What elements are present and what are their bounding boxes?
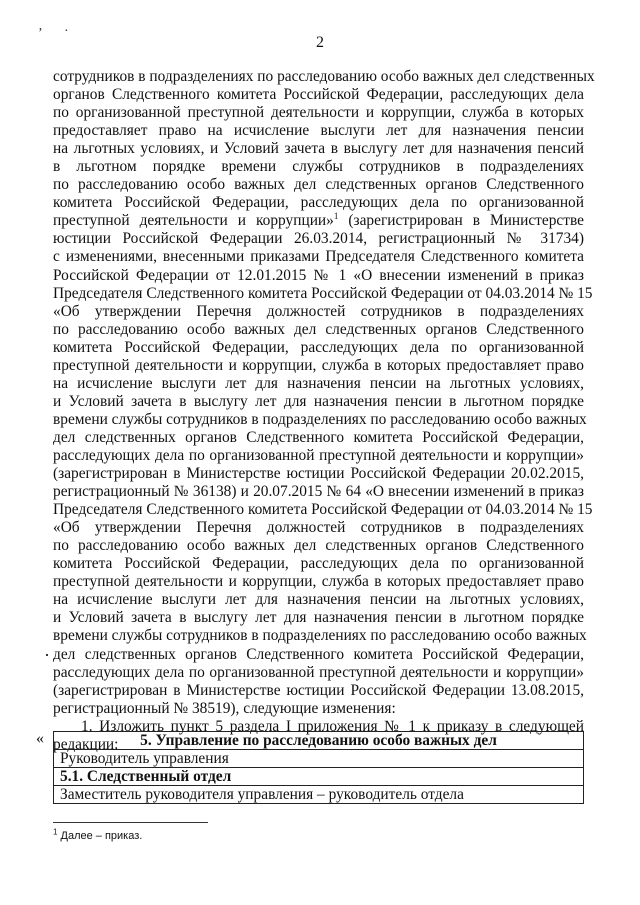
text-line: по организованной преступной деятельности и коррупции, служба в которых	[53, 104, 584, 122]
text-line: Российской Федерации от 12.01.2015 № 1 «О внесении изменений в приказ	[53, 266, 584, 284]
text-line: комитета Российской Федерации, расследующих дела по организованной	[53, 194, 584, 212]
text-line: и Условий зачета в выслугу лет для назначения пенсии в льготном порядке	[53, 609, 584, 627]
text-line: Председателя Следственного комитета Российской Федерации от 04.03.2014 № 15	[53, 284, 593, 302]
table-cell: 5. Управление по расследованию особо важных дел	[54, 732, 584, 750]
text-line: регистрационный № 36138) и 20.07.2015 № 64 «О внесении изменений в приказ	[53, 483, 584, 501]
text-line: (зарегистрирован в Министерстве юстиции Российской Федерации 13.08.2015,	[53, 681, 584, 699]
opening-quote: «	[36, 730, 44, 747]
table-row	[54, 732, 584, 750]
table-cell: Заместитель руководителя управления – руководитель отдела	[54, 786, 584, 804]
text-line: и Условий зачета в выслугу лет для назначения пенсии в льготном порядке	[53, 392, 584, 410]
page-number: 2	[316, 34, 324, 51]
text-line: (зарегистрирован в Министерстве юстиции Российской Федерации 20.02.2015,	[53, 465, 584, 483]
text-segment: преступной деятельности и коррупции»	[53, 212, 334, 230]
text-line: расследующих дела по организованной преступной деятельности и коррупции»	[53, 446, 584, 464]
scan-mark: ·	[44, 645, 50, 665]
text-line: органов Следственного комитета Российской Федерации, расследующих дела	[53, 86, 584, 104]
table-cell: 5.1. Следственный отдел	[54, 768, 584, 786]
footnote-marker: 1	[53, 827, 58, 837]
table-row	[54, 768, 584, 786]
text-line: времени службы сотрудников в подразделениях по расследованию особо важных	[53, 410, 587, 428]
text-line: по расследованию особо важных дел следственных органов Следственного	[53, 320, 584, 338]
text-line: расследующих дела по организованной преступной деятельности и коррупции»	[53, 663, 584, 681]
text-line: «Об утверждении Перечня должностей сотрудников в подразделениях	[53, 302, 584, 320]
text-line: на исчисление выслуги лет для назначения пенсии на льготных условиях,	[53, 591, 584, 609]
text-line	[53, 212, 584, 230]
text-line: 1. Изложить пункт 5 раздела I приложения № 1 к приказу в следующей	[81, 717, 584, 735]
text-line: комитета Российской Федерации, расследующих дела по организованной	[53, 338, 584, 356]
footnote-text: Далее – приказ.	[57, 830, 143, 842]
footnote-divider	[53, 822, 208, 823]
footnote	[53, 827, 143, 842]
text-line: регистрационный № 38519), следующие изменения:	[53, 699, 396, 717]
text-line: с изменениями, внесенными приказами Председателя Следственного комитета	[53, 248, 584, 266]
table-row	[54, 786, 584, 804]
text-line: сотрудников в подразделениях по расследованию особо важных дел следственных	[53, 68, 595, 85]
text-segment: (зарегистрирован в Министерстве	[338, 212, 584, 230]
text-line: дел следственных органов Следственного комитета Российской Федерации,	[53, 428, 584, 446]
scan-mark: ’	[38, 26, 43, 41]
text-line: Председателя Следственного комитета Российской Федерации от 04.03.2014 № 15	[53, 501, 593, 519]
table-cell: Руководитель управления	[54, 750, 584, 768]
text-line: по расследованию особо важных дел следственных органов Следственного	[53, 537, 584, 555]
text-line: на льготных условиях, и Условий зачета в выслугу лет для назначения пенсий	[53, 140, 584, 158]
table-row	[54, 750, 584, 768]
text-line: юстиции Российской Федерации 26.03.2014, регистрационный № 31734)	[53, 230, 584, 248]
text-line: комитета Российской Федерации, расследующих дела по организованной	[53, 555, 584, 573]
scan-mark: ·	[64, 24, 69, 39]
text-line: предоставляет право на исчисление выслуги лет для назначения пенсии	[53, 122, 584, 140]
text-line: «Об утверждении Перечня должностей сотрудников в подразделениях	[53, 519, 584, 537]
text-line: преступной деятельности и коррупции, служба в которых предоставляет право	[53, 573, 584, 591]
text-line: редакции:	[53, 735, 119, 753]
text-line: преступной деятельности и коррупции, служба в которых предоставляет право	[53, 356, 584, 374]
body-text	[53, 68, 595, 754]
footnote-reference: 1	[333, 211, 339, 222]
text-line: на исчисление выслуги лет для назначения пенсии на льготных условиях,	[53, 374, 584, 392]
text-line: времени службы сотрудников в подразделениях по расследованию особо важных	[53, 627, 587, 645]
structure-table	[53, 731, 584, 804]
text-line: по расследованию особо важных дел следственных органов Следственного	[53, 176, 584, 194]
text-line: в льготном порядке времени службы сотрудников в подразделениях	[53, 158, 584, 176]
text-line: дел следственных органов Следственного комитета Российской Федерации,	[53, 645, 584, 663]
